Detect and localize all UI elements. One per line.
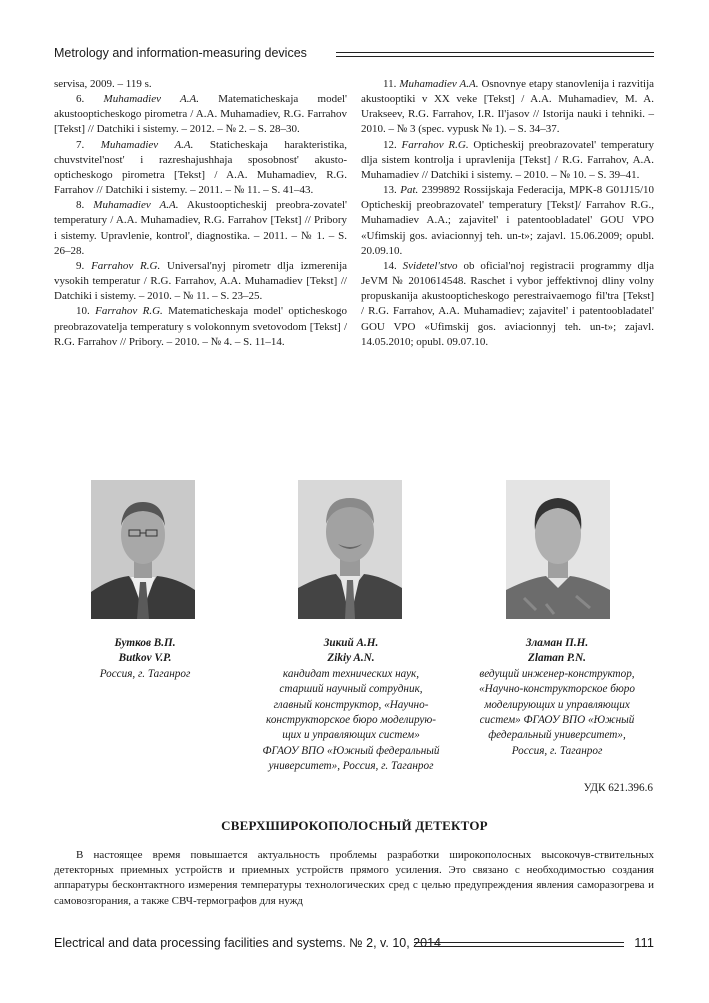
author-name-ru: Бутков В.П. xyxy=(114,637,176,649)
footer-rule xyxy=(414,942,624,950)
reference-item: 8. Muhamadiev A.A. Akustoopticheskij preobra-zovatel' temperatury / A.A. Muhamadiev, R.G. Farrahov [Tekst] // Pribory i sistemy. Upravlenie, kontrol', diagnostika. – 2011. – № 1. – S. 26–28. xyxy=(54,199,347,257)
author-affiliation-line: университет», Россия, г. Таганрог xyxy=(268,760,434,773)
author-affiliation-line: моделирующих и управляющих xyxy=(484,698,630,711)
reference-item: 13. Pat. 2399892 Rossijskaja Federacija, MPK-8 G01J15/10 Opticheskij preobrazovatel' temperatury [Tekst]/ Farrahov R.G., Muhamadiev A.A.; zajavitel' i patentoobladatel' GOU VPO «Ufimskij gos. aviacionnyj teh. un-t»; zajavl. 15.06.2009; opubl. 20.09.10. xyxy=(361,184,655,257)
references-left-column xyxy=(54,77,347,350)
author-photo-zlaman xyxy=(506,480,610,619)
reference-item: 7. Muhamadiev A.A. Staticheskaja harakteristika, chuvstvitel'nost' i razreshajushhaja sposobnost' akusto-opticheskogo pirometra [Tekst] / A.A. Muhamadiev, R.G. Farrahov // Datchiki i sistemy. – 2011. – № 11. – S. 41–43. xyxy=(54,138,347,197)
author-photo-zikiy xyxy=(298,480,402,619)
reference-item: 9. Farrahov R.G. Universal'nyj pirometr dlja izmerenija vysokih temperatur / R.G. Farrahov, A.A. Muhamadiev [Tekst] // Datchiki i sistemy. – 2010. – № 11. – S. 23–25. xyxy=(54,259,348,303)
reference-item: 11. Muhamadiev A.A. Osnovnye etapy stanovlenija i razvitija akustooptiki v XX veke [Tekst] / A.A. Muhamadiev, M. A. Urakseev, R.G. Farrahov, I.R. Il'jasov // Istorija nauki i tehniki. – 2010. – № 3 (spec. vypusk № 1). – S. 34–37. xyxy=(361,78,655,136)
author-affiliation-line: ведущий инженер-конструктор, xyxy=(479,667,635,680)
author-affiliation-line: федеральный университет», xyxy=(488,729,626,742)
author-photo-butkov xyxy=(91,480,195,619)
author-info-zikiy xyxy=(246,636,456,775)
reference-item: 10. Farrahov R.G. Matematicheskaja model' opticheskogo preobrazovatelja temperatury s volokonnym svetovodom [Tekst] / R.G. Farrahov // Pribory. – 2010. – № 4. – S. 11–14. xyxy=(54,305,348,348)
journal-section-title: Metrology and information-measuring devices xyxy=(54,46,307,60)
running-footer xyxy=(54,934,654,954)
reference-item: servisa, 2009. – 119 s. xyxy=(54,78,152,90)
reference-item: 12. Farrahov R.G. Opticheskij preobrazovatel' temperatury dlja sistem kontrolja i upravlenija [Tekst] / R.G. Farrahov, A.A. Muhamadiev // Datchiki i sistemy. – 2010. – № 10. – S. 39–41. xyxy=(361,138,655,181)
author-affiliation-line: систем» ФГАОУ ВПО «Южный xyxy=(479,714,635,727)
author-affiliation-line: щих и управляющих систем» xyxy=(282,729,420,742)
page-number: 111 xyxy=(634,935,654,950)
author-affiliation-line: «Научно-конструкторское бюро xyxy=(479,683,635,696)
author-info-zlaman xyxy=(462,636,652,759)
author-affiliation-line: главный конструктор, «Научно- xyxy=(273,698,429,711)
author-affiliation-line: старший научный сотрудник, xyxy=(279,683,423,696)
author-name-ru: Зламан П.Н. xyxy=(525,637,589,649)
author-affiliation-line: Россия, г. Таганрог xyxy=(99,667,191,680)
author-info-butkov xyxy=(55,636,235,682)
reference-item: 14. Svidetel'stvo ob oficial'noj registracii programmy dlja JeVM № 2010614548. Raschet i vybor jeffektivnoj dliny volny propuskanija akustoopticheskogo perestraivaemogo fil'tra [Tekst] / R.G. Farrahov, A.A. Muhamadiev; zajavitel' i patentoobladatel' GOU VPO «Ufimskij gos. aviacionnyj teh. un-t»; zajavl. 14.05.2010; opubl. 09.07.10. xyxy=(361,259,654,348)
author-affiliation-line: конструкторское бюро моделирую- xyxy=(266,714,436,727)
journal-title-footer: Electrical and data processing facilities and systems. № 2, v. 10, 2014 xyxy=(54,936,441,950)
udk-code: УДК 621.396.6 xyxy=(583,782,653,794)
references-right-column xyxy=(361,77,654,350)
abstract-paragraph: В настоящее время повышается актуальность проблемы разработки широкополосных высокочув-ствительных детекторных приемных устройств и приемных устройств прямого усиления. Это связано с необходимостью создания аппаратуры бесконтактного измерения температуры технологических сред с целью предупреждения явления саморазогрева и самовозгорания, а также СВЧ-термографов для нужд xyxy=(54,849,654,907)
running-header xyxy=(54,44,654,64)
author-affiliation-line: Россия, г. Таганрог xyxy=(511,744,603,757)
author-name-en: Zikiy A.N. xyxy=(327,652,375,665)
author-name-en: Zlaman P.N. xyxy=(528,652,586,665)
reference-item: 6. Muhamadiev A.A. Matematicheskaja model' akustoopticheskogo pirometra / A.A. Muhamadiev, R.G. Farrahov [Tekst] // Datchiki i sistemy. – 2012. – № 2. – S. 28–30. xyxy=(54,93,348,136)
abstract xyxy=(54,848,654,909)
author-name-ru: Зикий А.Н. xyxy=(323,637,379,649)
header-rule xyxy=(336,52,654,60)
author-affiliation-line: кандидат технических наук, xyxy=(282,667,420,680)
author-name-en: Butkov V.P. xyxy=(118,652,172,665)
article-title: СВЕРХШИРОКОПОЛОСНЫЙ ДЕТЕКТОР xyxy=(221,818,488,833)
author-affiliation-line: ФГАОУ ВПО «Южный федеральный xyxy=(262,744,440,757)
